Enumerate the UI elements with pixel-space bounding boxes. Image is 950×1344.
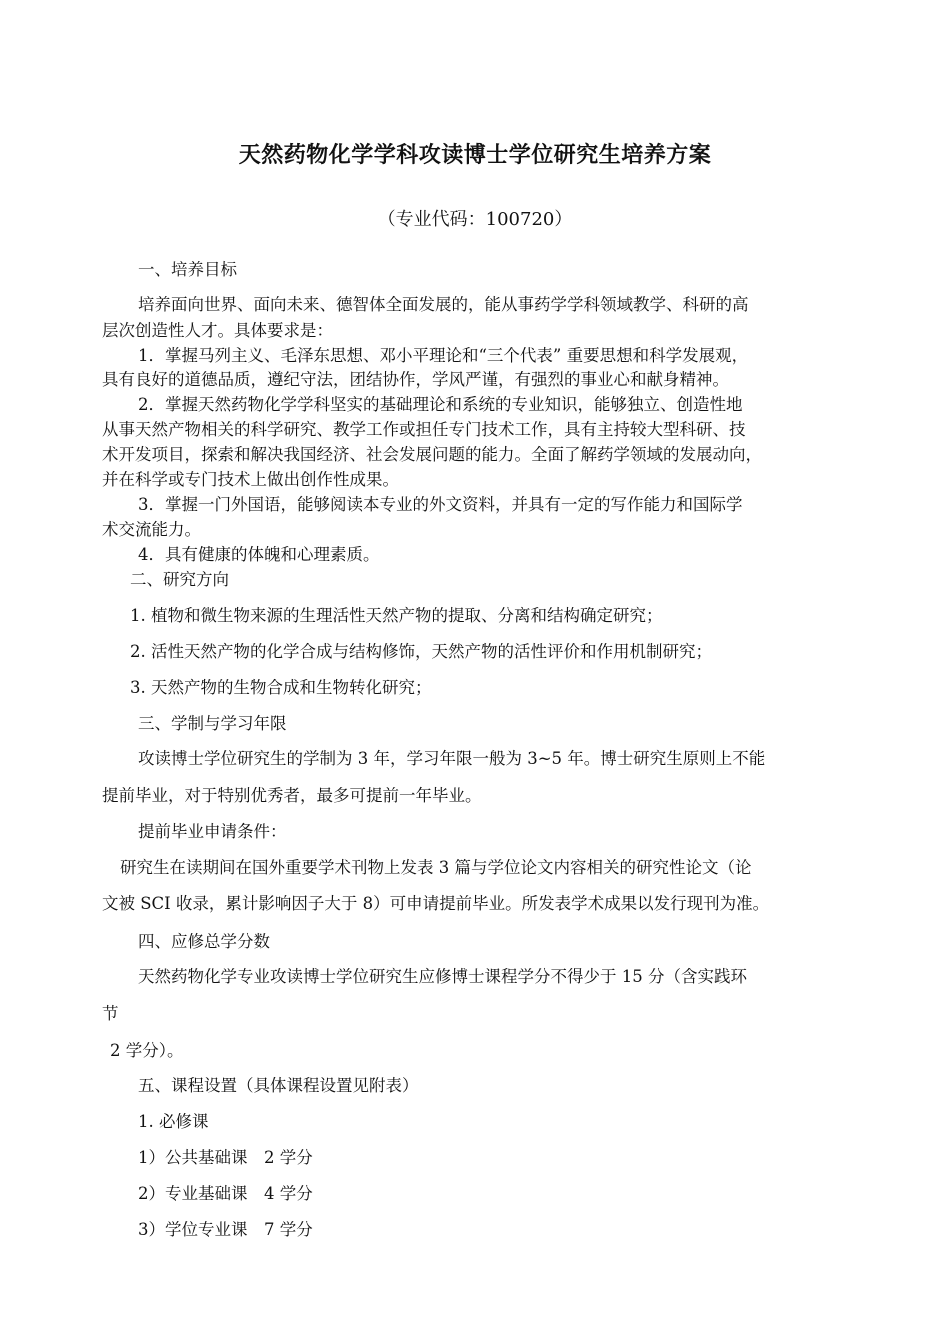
- paragraph-line: 研究生在读期间在国外重要学术刊物上发表 3 篇与学位论文内容相关的研究性论文（论: [120, 858, 752, 877]
- paragraph-line: 提前毕业，对于特别优秀者，最多可提前一年毕业。: [102, 786, 482, 805]
- list-item: 2. 活性天然产物的化学合成与结构修饰，天然产物的活性评价和作用机制研究；: [130, 642, 712, 661]
- paragraph-line: 并在科学或专门技术上做出创作性成果。: [102, 470, 399, 489]
- list-item: 1. 植物和微生物来源的生理活性天然产物的提取、分离和结构确定研究；: [130, 606, 663, 625]
- paragraph-line: 1．掌握马列主义、毛泽东思想、邓小平理论和“三个代表” 重要思想和科学发展观，: [138, 346, 749, 365]
- paragraph-line: 提前毕业申请条件：: [138, 822, 287, 841]
- paragraph-line: 3．掌握一门外国语，能够阅读本专业的外文资料，并具有一定的写作能力和国际学: [138, 495, 743, 514]
- document-title: 天然药物化学学科攻读博士学位研究生培养方案: [238, 143, 712, 168]
- section-heading-research: 二、研究方向: [130, 570, 229, 589]
- section-heading-courses: 五、课程设置（具体课程设置见附表）: [138, 1076, 419, 1095]
- list-item: 2）专业基础课 4 学分: [138, 1184, 313, 1203]
- paragraph-line: 4．具有健康的体魄和心理素质。: [138, 545, 380, 564]
- paragraph-line: 术交流能力。: [102, 520, 201, 539]
- paragraph-line: 天然药物化学专业攻读博士学位研究生应修博士课程学分不得少于 15 分（含实践环: [138, 967, 747, 986]
- paragraph-line: 层次创造性人才。具体要求是：: [102, 321, 333, 340]
- section-heading-goals: 一、培养目标: [138, 260, 237, 279]
- paragraph-line: 节: [102, 1004, 119, 1023]
- paragraph-line: 培养面向世界、面向未来、德智体全面发展的，能从事药学学科领域教学、科研的高: [138, 295, 749, 314]
- paragraph-line: 术开发项目，探索和解决我国经济、社会发展问题的能力。全面了解药学领域的发展动向，: [102, 445, 762, 464]
- list-item: 3）学位专业课 7 学分: [138, 1220, 313, 1239]
- paragraph-line: 2 学分）。: [110, 1041, 184, 1060]
- list-item: 1）公共基础课 2 学分: [138, 1148, 313, 1167]
- paragraph-line: 文被 SCI 收录，累计影响因子大于 8）可申请提前毕业。所发表学术成果以发行现刊为准。: [102, 894, 770, 913]
- list-item: 1. 必修课: [138, 1112, 209, 1131]
- list-item: 3. 天然产物的生物合成和生物转化研究；: [130, 678, 432, 697]
- section-heading-credits: 四、应修总学分数: [138, 932, 270, 951]
- paragraph-line: 2．掌握天然药物化学学科坚实的基础理论和系统的专业知识，能够独立、创造性地: [138, 395, 743, 414]
- section-heading-duration: 三、学制与学习年限: [138, 714, 287, 733]
- paragraph-line: 具有良好的道德品质，遵纪守法，团结协作，学风严谨，有强烈的事业心和献身精神。: [102, 370, 729, 389]
- paragraph-line: 攻读博士学位研究生的学制为 3 年，学习年限一般为 3~5 年。博士研究生原则上不能: [138, 749, 766, 768]
- document-subtitle: （专业代码：100720）: [377, 209, 573, 230]
- paragraph-line: 从事天然产物相关的科学研究、教学工作或担任专门技术工作，具有主持较大型科研、技: [102, 420, 746, 439]
